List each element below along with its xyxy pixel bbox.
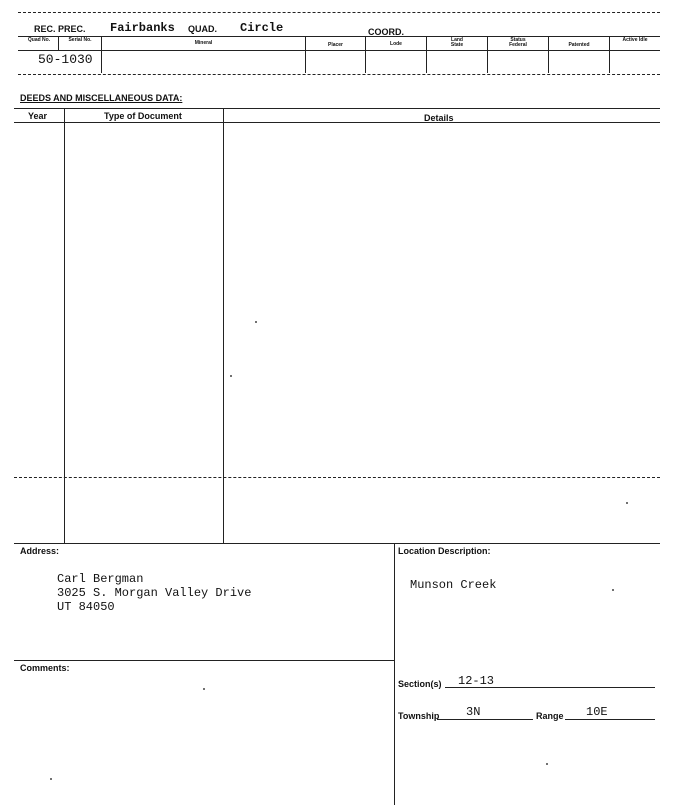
township-underline <box>437 719 533 720</box>
scan-speck <box>203 688 205 690</box>
type-of-document-header: Type of Document <box>104 111 182 121</box>
col-status-federal: Status Federal <box>509 37 527 48</box>
rec-prec-value: Fairbanks <box>110 21 175 35</box>
column-label-line <box>18 50 660 51</box>
sections-value: 12-13 <box>458 674 495 688</box>
col-serial-no: Serial No. <box>68 37 92 43</box>
location-description-value: Munson Creek <box>410 578 497 592</box>
top-border <box>18 12 660 13</box>
comments-label: Comments: <box>20 663 70 673</box>
sections-label: Section(s) <box>398 679 442 689</box>
quad-value: Circle <box>240 21 284 35</box>
coord-label: COORD. <box>368 27 404 37</box>
location-description-label: Location Description: <box>398 546 491 556</box>
col-quad-no: Quad No. <box>27 37 51 43</box>
scan-speck <box>230 375 232 377</box>
deeds-top-line <box>14 108 660 109</box>
header-bottom-dash <box>18 74 660 75</box>
col-patented: Patented <box>568 42 590 48</box>
township-label: Township <box>398 711 440 721</box>
township-value: 3N <box>466 705 481 719</box>
deeds-section-title: DEEDS AND MISCELLANEOUS DATA: <box>20 93 183 103</box>
scan-speck <box>50 778 52 780</box>
col-mineral: Mineral <box>194 40 213 46</box>
scan-speck <box>546 763 548 765</box>
address-line-2: 3025 S. Morgan Valley Drive <box>57 586 252 600</box>
year-header: Year <box>28 111 48 121</box>
quad-label: QUAD. <box>188 24 217 34</box>
details-header: Details <box>424 113 454 123</box>
address-line-1: Carl Bergman <box>57 572 144 586</box>
deeds-header-line <box>14 122 660 123</box>
range-value: 10E <box>586 705 608 719</box>
address-bottom-line <box>14 660 394 661</box>
address-label: Address: <box>20 546 60 556</box>
address-line-3: UT 84050 <box>57 600 115 614</box>
range-label: Range <box>536 711 564 721</box>
col-lode: Lode <box>390 41 402 47</box>
quad-serial-value: 50-1030 <box>38 52 93 67</box>
rec-prec-label: REC. PREC. <box>34 24 86 34</box>
scan-speck <box>612 589 614 591</box>
col-placer: Placer <box>327 42 343 48</box>
col-land-state: Land State <box>450 37 464 48</box>
header-line <box>18 36 660 37</box>
scan-speck <box>626 502 628 504</box>
scan-speck <box>255 321 257 323</box>
deeds-bottom-line <box>14 543 660 544</box>
lower-center-divider <box>394 543 395 805</box>
col-active-idle: Active Idle <box>622 37 648 43</box>
deeds-dashed-separator <box>14 477 660 478</box>
range-underline <box>565 719 655 720</box>
